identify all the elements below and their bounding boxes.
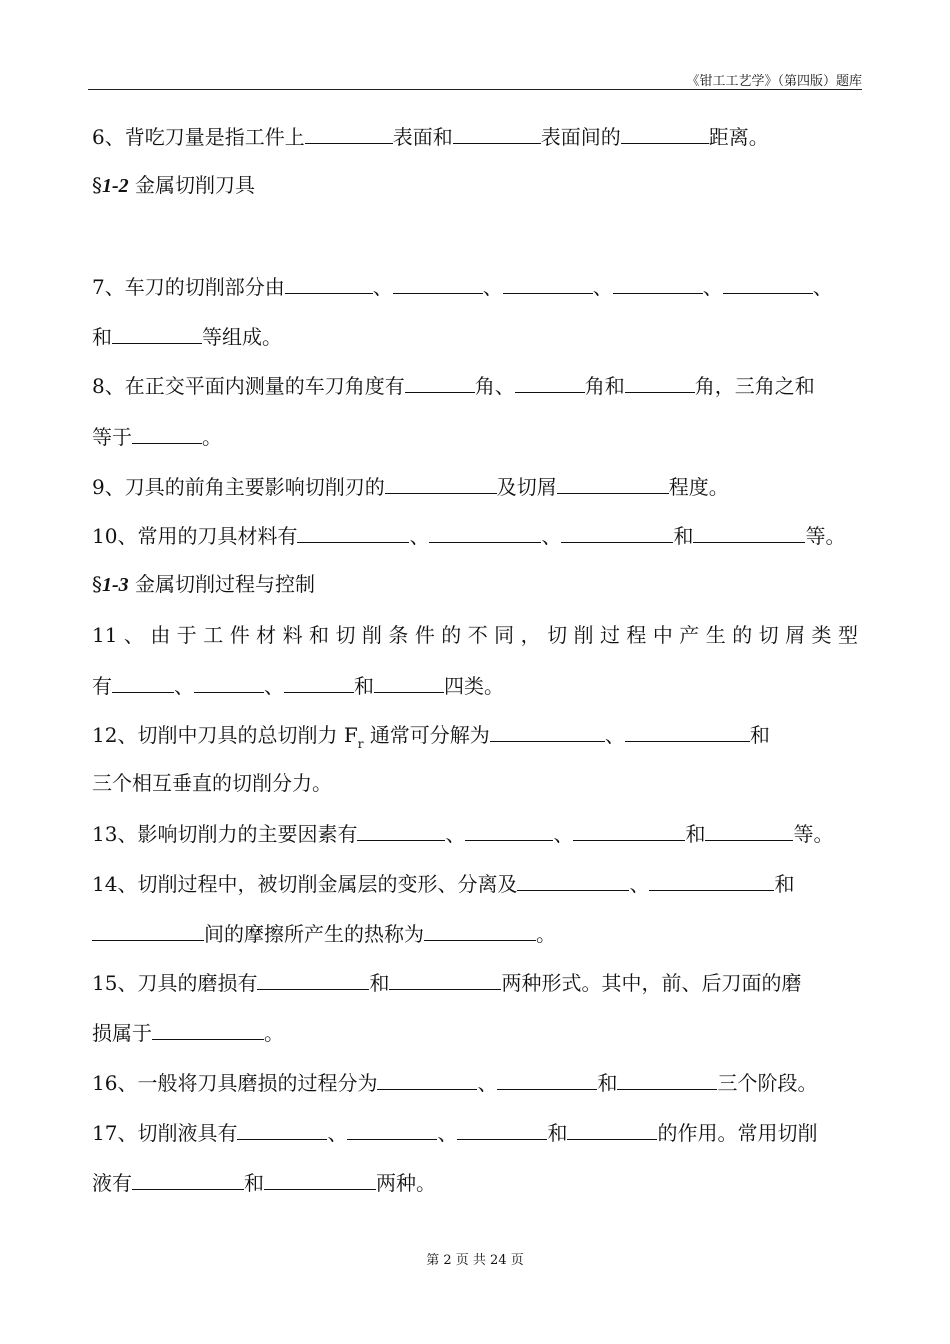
answer-blank[interactable] <box>515 370 585 393</box>
question-13: 13、影响切削力的主要因素有 、 、 和 等。 <box>92 818 858 848</box>
answer-blank[interactable] <box>573 818 685 841</box>
force-subscript: r <box>357 737 364 751</box>
question-15-cont: 损属于 。 <box>92 1017 858 1047</box>
question-12: 12、切削中刀具的总切削力 $F_r$ 通常可分解为 、 和 <box>92 719 858 749</box>
answer-blank[interactable] <box>497 1067 597 1090</box>
question-8-cont: 等于 。 <box>92 421 858 451</box>
answer-blank[interactable] <box>621 121 709 144</box>
question-14: 14、切削过程中，被切削金属层的变形、分离及 、 和 <box>92 868 858 898</box>
question-8: 8、在正交平面内测量的车刀角度有 角、 角和 角，三角之和 <box>92 370 858 400</box>
answer-blank[interactable] <box>424 918 536 941</box>
answer-blank[interactable] <box>457 1117 547 1140</box>
answer-blank[interactable] <box>617 1067 717 1090</box>
answer-blank[interactable] <box>705 818 793 841</box>
answer-blank[interactable] <box>613 271 703 294</box>
answer-blank[interactable] <box>377 1067 477 1090</box>
answer-blank[interactable] <box>517 868 629 891</box>
answer-blank[interactable] <box>152 1017 264 1040</box>
answer-blank[interactable] <box>561 520 673 543</box>
question-16: 16、一般将刀具磨损的过程分为 、 和 三个阶段。 <box>92 1067 858 1097</box>
answer-blank[interactable] <box>723 271 813 294</box>
answer-blank[interactable] <box>237 1117 327 1140</box>
answer-blank[interactable] <box>393 271 483 294</box>
answer-blank[interactable] <box>357 818 445 841</box>
answer-blank[interactable] <box>429 520 541 543</box>
question-6: 6、背吃刀量是指工件上 表面和 表面间的 距离。 <box>92 121 858 151</box>
answer-blank[interactable] <box>693 520 805 543</box>
answer-blank[interactable] <box>385 471 497 494</box>
answer-blank[interactable] <box>284 670 354 693</box>
answer-blank[interactable] <box>625 719 750 742</box>
force-symbol: F <box>343 723 358 747</box>
answer-blank[interactable] <box>264 1167 376 1190</box>
answer-blank[interactable] <box>132 421 202 444</box>
page-footer: 第 2 页 共 24 页 <box>426 1253 524 1268</box>
question-9: 9、刀具的前角主要影响切削刃的 及切屑 程度。 <box>92 471 858 501</box>
answer-blank[interactable] <box>132 1167 244 1190</box>
question-17: 17、切削液具有 、 、 和 的作用。常用切削 <box>92 1117 858 1147</box>
question-7-cont: 和 等组成。 <box>92 321 858 351</box>
question-15: 15、刀具的磨损有 和 两种形式。其中，前、后刀面的磨 <box>92 967 858 997</box>
answer-blank[interactable] <box>567 1117 657 1140</box>
answer-blank[interactable] <box>649 868 774 891</box>
answer-blank[interactable] <box>557 471 669 494</box>
question-17-cont: 液有 和 两种。 <box>92 1167 858 1197</box>
section-heading-1-2: §1-2 金属切削刀具 <box>92 173 256 197</box>
answer-blank[interactable] <box>503 271 593 294</box>
answer-blank[interactable] <box>405 370 475 393</box>
answer-blank[interactable] <box>389 967 501 990</box>
answer-blank[interactable] <box>347 1117 437 1140</box>
answer-blank[interactable] <box>297 520 409 543</box>
question-12-cont: 三个相互垂直的切削分力。 <box>92 771 332 795</box>
question-14-cont: 间的摩擦所产生的热称为 。 <box>92 918 858 948</box>
running-header: 《钳工工艺学》（第四版）题库 <box>686 74 862 89</box>
answer-blank[interactable] <box>625 370 695 393</box>
answer-blank[interactable] <box>490 719 605 742</box>
answer-blank[interactable] <box>92 918 204 941</box>
question-11-cont: 有 、 、 和 四类。 <box>92 670 858 700</box>
answer-blank[interactable] <box>453 121 541 144</box>
question-7: 7、车刀的切削部分由 、 、 、 、 、 <box>92 271 858 301</box>
answer-blank[interactable] <box>305 121 393 144</box>
answer-blank[interactable] <box>112 321 202 344</box>
answer-blank[interactable] <box>257 967 369 990</box>
question-11: 11、由于工件材料和切削条件的不同，切削过程中产生的切屑类型 <box>92 623 858 647</box>
question-10: 10、常用的刀具材料有 、 、 和 等。 <box>92 520 858 550</box>
answer-blank[interactable] <box>374 670 444 693</box>
answer-blank[interactable] <box>465 818 553 841</box>
header-rule <box>88 89 862 90</box>
answer-blank[interactable] <box>112 670 174 693</box>
answer-blank[interactable] <box>285 271 373 294</box>
section-heading-1-3: §1-3 金属切削过程与控制 <box>92 572 316 596</box>
answer-blank[interactable] <box>194 670 264 693</box>
